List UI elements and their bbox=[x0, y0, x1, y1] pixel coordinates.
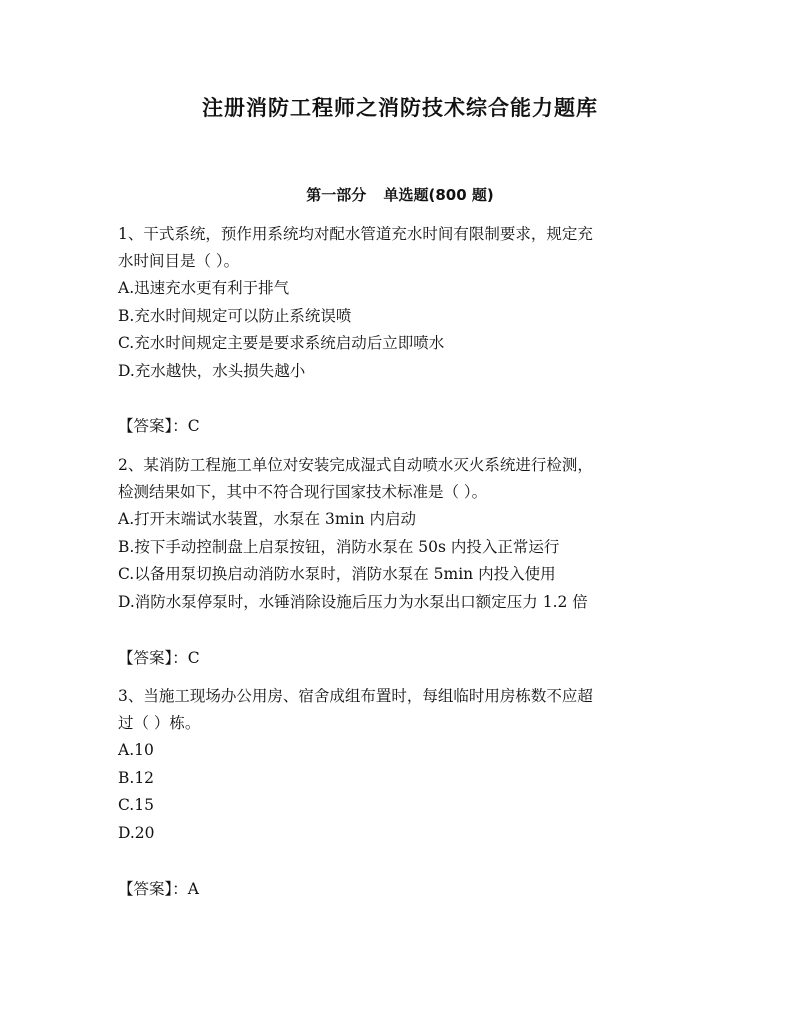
question-3 bbox=[118, 683, 688, 847]
option-b: B.充水时间规定可以防止系统误喷 bbox=[118, 306, 352, 325]
answer-2: 【答案】：C bbox=[118, 649, 200, 667]
answer-3: 【答案】：A bbox=[118, 880, 199, 898]
option-b: B.12 bbox=[118, 768, 155, 787]
section-name: 单选题(800 题) bbox=[383, 186, 494, 204]
option-a: A.打开末端试水装置，水泵在 3min 内启动 bbox=[118, 510, 416, 528]
answer-1: 【答案】：C bbox=[118, 417, 200, 435]
option-d: D.20 bbox=[118, 823, 155, 842]
option-b: B.按下手动控制盘上启泵按钮，消防水泵在 50s 内投入正常运行 bbox=[118, 537, 560, 556]
option-c: C.15 bbox=[118, 796, 154, 814]
question-stem-cont: 检测结果如下，其中不符合现行国家技术标准是（ ）。 bbox=[118, 483, 488, 501]
section-part: 第一部分 bbox=[306, 186, 367, 204]
option-c: C.以备用泵切换启动消防水泵时，消防水泵在 5min 内投入使用 bbox=[118, 565, 556, 583]
question-stem: 3、当施工现场办公用房、宿舍成组布置时，每组临时用房栋数不应超 bbox=[118, 687, 593, 705]
option-d: D.充水越快，水头损失越小 bbox=[118, 361, 306, 380]
question-1 bbox=[118, 221, 688, 385]
question-stem: 1、干式系统，预作用系统均对配水管道充水时间有限制要求，规定充 bbox=[118, 225, 593, 243]
option-d: D.消防水泵停泵时，水锤消除设施后压力为水泵出口额定压力 1.2 倍 bbox=[118, 592, 588, 611]
option-a: A.10 bbox=[118, 741, 154, 759]
question-stem: 2、某消防工程施工单位对安装完成湿式自动喷水灭火系统进行检测， bbox=[118, 456, 593, 474]
document-title: 注册消防工程师之消防技术综合能力题库 bbox=[202, 96, 598, 120]
option-a: A.迅速充水更有利于排气 bbox=[118, 279, 290, 297]
question-2 bbox=[118, 452, 688, 616]
question-stem-cont: 过（ ）栋。 bbox=[118, 714, 201, 732]
option-c: C.充水时间规定主要是要求系统启动后立即喷水 bbox=[118, 334, 445, 352]
section-heading bbox=[0, 184, 800, 205]
question-stem-cont: 水时间目是（ ）。 bbox=[118, 252, 240, 270]
